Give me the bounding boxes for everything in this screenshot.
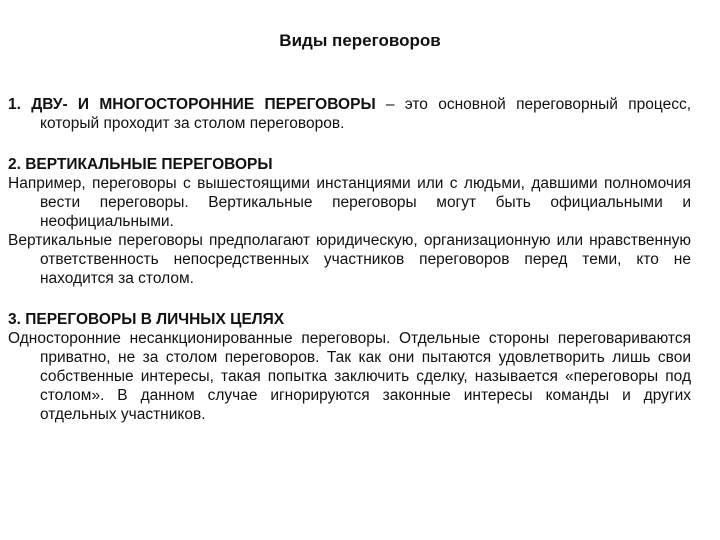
section-1-text: – это основной переговорный процесс, который проходит за столом переговоров. — [40, 96, 691, 132]
page-title: Виды переговоров — [279, 31, 441, 50]
section-1-paragraph — [8, 95, 691, 133]
spacer — [8, 133, 691, 155]
section-3-heading: 3. ПЕРЕГОВОРЫ В ЛИЧНЫХ ЦЕЛЯХ — [8, 311, 285, 328]
section-2-heading: 2. ВЕРТИКАЛЬНЫЕ ПЕРЕГОВОРЫ — [8, 156, 273, 173]
spacer — [8, 288, 691, 310]
content-body — [8, 95, 691, 424]
section-3-paragraph-1: Односторонние несанкционированные переговоры. Отдельные стороны переговариваются приватно, не за столом переговоров. Так как они пытаются удовлетворить лишь свои собственные интересы, такая попытка заключить сделку, называется «переговоры под столом». В данном случае игнорируются законные интересы команды и других отдельных участников. — [8, 330, 691, 423]
section-2-paragraph-2: Вертикальные переговоры предполагают юридическую, организационную или нравственную ответственность непосредственных участников переговоров перед теми, кто не находится за столом. — [8, 232, 691, 287]
section-2-paragraph-1: Например, переговоры с вышестоящими инстанциями или с людьми, давшими полномочия вести переговоры. Вертикальные переговоры могут быть официальными и неофициальными. — [8, 175, 691, 230]
section-1-lead: 1. ДВУ- И МНОГОСТОРОННИЕ ПЕРЕГОВОРЫ — [8, 96, 376, 113]
